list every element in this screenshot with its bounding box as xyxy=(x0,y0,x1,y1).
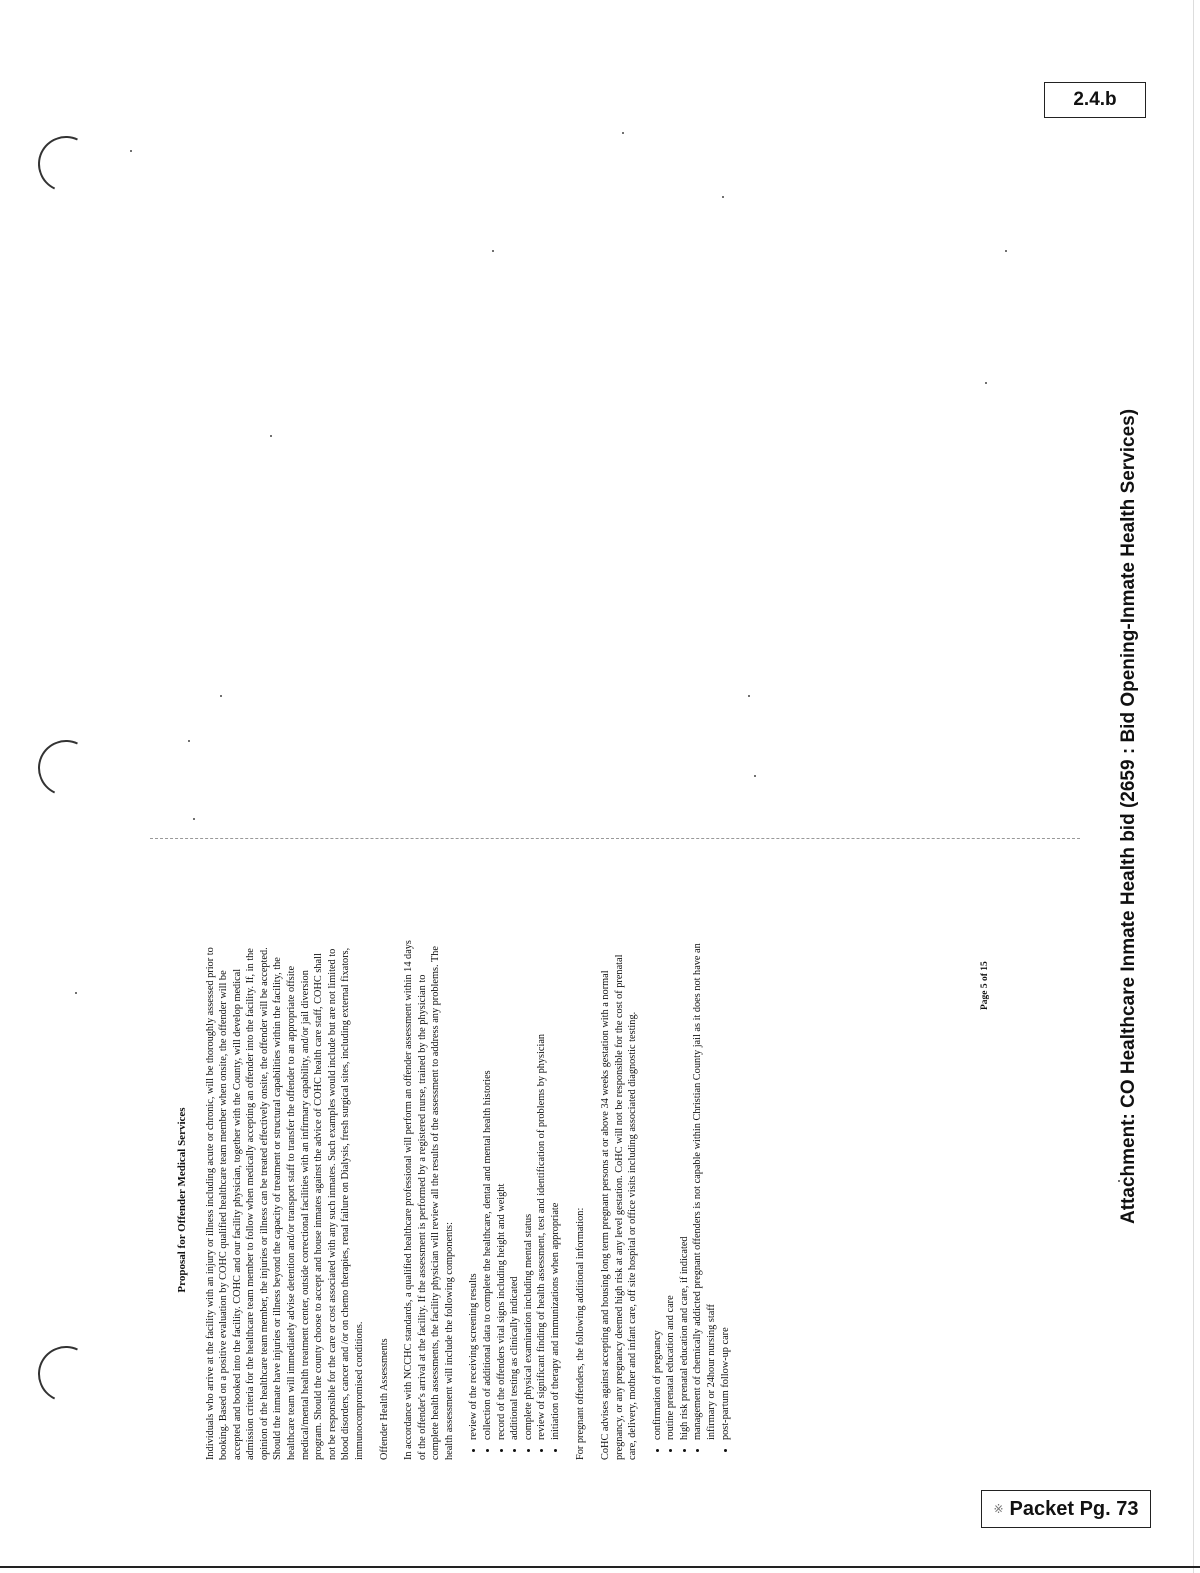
binder-hole-bottom xyxy=(30,1338,102,1410)
attachment-label: Attachment: CO Healthcare Inmate Health bid (2659 : Bid Opening-Inmate Health Services) xyxy=(1118,408,1139,1224)
page-number: Page 5 of 15 xyxy=(980,961,990,1010)
scan-fold-line xyxy=(150,838,1080,839)
page-right-edge xyxy=(1193,0,1194,1573)
scan-speck xyxy=(270,435,272,437)
scan-speck xyxy=(1005,250,1007,252)
scan-speck xyxy=(722,196,724,198)
scan-speck xyxy=(985,382,987,384)
attachment-tag: 2.4.b xyxy=(1044,82,1146,118)
scan-speck xyxy=(748,695,750,697)
list-item: • post-partum follow-up care xyxy=(719,940,733,1440)
list-item: • confirmation of pregnancy xyxy=(651,940,665,1440)
scan-speck xyxy=(622,132,624,134)
packet-page-label: Packet Pg. 73 xyxy=(1009,1497,1139,1520)
list-item: • record of the offenders vital signs including height and weight xyxy=(495,940,509,1440)
intro-paragraph: Individuals who arrive at the facility with an injury or illness including acute or chronic, will be thoroughly assessed prior to booking. Based on a positive evaluation by COHC qualified healthcare team member when onsite, the offender will be accepted and booked into the facility. COHC and our facility physician, together with the County, will develop medical admission criteria for the healthcare team member to follow when medically accepting an offender into the facility. If, in the opinion of the healthcare team member, the injuries or illness can be treated effectively onsite, the offender will be accepted. Should the inmate have injuries or illness beyond the capacity of treatment or structural capabilities within the facility, the healthcare team will immediately advise detention and/or transport staff to transfer the offender to an appropriate offsite medical/mental health treatment center, outside correctional facilities with an infirmary capability, and/or jail diversion program. Should the county choose to accept and house inmates against the advice of COHC health care staff, COHC shall not be responsible for the care or cost associated with any such inmates. Such examples would include but are not limited to blood disorders, cancer and /or on chemo therapies, renal failure on Dialysis, fresh surgical sites, including external fixators, immunocompromised conditions. xyxy=(204,947,365,1460)
scan-speck xyxy=(130,150,132,152)
list-item: • collection of additional data to complete the healthcare, dental and mental health histories xyxy=(481,940,495,1440)
assessment-components-list xyxy=(467,940,562,1460)
page-bottom-edge xyxy=(0,1566,1200,1568)
list-item: • review of the receiving screening results xyxy=(467,940,481,1440)
packet-mark: ※ xyxy=(993,1502,1004,1516)
scan-speck xyxy=(220,695,222,697)
pregnant-offenders-intro: For pregnant offenders, the following additional information: xyxy=(575,1207,587,1460)
document-title: Proposal for Offender Medical Services xyxy=(176,1107,188,1293)
pregnant-offenders-paragraph: CoHC advises against accepting and housing long term pregnant persons at or above 34 weeks gestation with a normal pregnancy, or any pregnancy deemed high risk at any level gestation. CoHC will not be responsible for the cost of prenatal care, delivery, mother and infant care, off site hospital or office visits including associated diagnostic testing. xyxy=(599,954,639,1460)
health-assessments-paragraph: In accordance with NCCHC standards, a qualified healthcare professional will perform an offender assessment within 14 days of the offender's arrival at the facility. If the assessment is performed by a registered nurse, trained by the physician to complete health assessments, the facility physician will review all the results of the assessment to address any problems. The health assessment will include the following components: xyxy=(403,940,455,1460)
list-item: • routine prenatal education and care xyxy=(664,940,678,1440)
list-item: • high risk prenatal education and care, if indicated xyxy=(678,940,692,1440)
list-item: • additional testing as clinically indicated xyxy=(508,940,522,1440)
scan-speck xyxy=(193,818,195,820)
scan-speck xyxy=(188,740,190,742)
scan-speck xyxy=(75,992,77,994)
list-item: • complete physical examination including mental status xyxy=(522,940,536,1440)
pregnancy-care-list xyxy=(651,940,732,1460)
scan-speck xyxy=(754,775,756,777)
list-item: • review of significant finding of health assessment, test and identification of problems by physician xyxy=(535,940,549,1440)
list-item: • management of chemically addicted pregnant offenders is not capable within Christian County jail as it does not have an infirmary or 24hour nursing staff xyxy=(691,940,718,1440)
document-body xyxy=(175,940,744,1460)
binder-hole-middle xyxy=(30,732,102,804)
health-assessments-heading: Offender Health Assessments xyxy=(379,1338,391,1460)
packet-page-box xyxy=(981,1490,1151,1528)
scan-speck xyxy=(492,250,494,252)
list-item: • initiation of therapy and immunizations when appropriate xyxy=(549,940,563,1440)
binder-hole-top xyxy=(30,128,102,200)
